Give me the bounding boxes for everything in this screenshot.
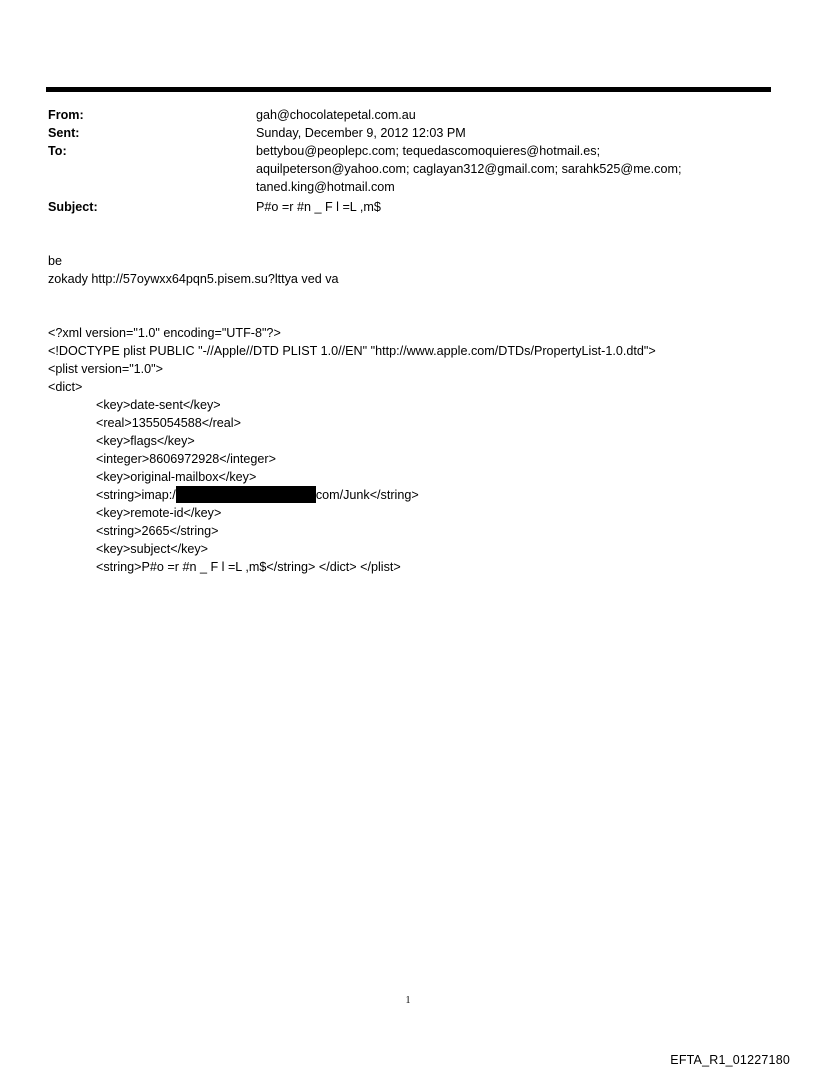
from-label: From: xyxy=(48,108,84,122)
page-number: 1 xyxy=(405,995,411,1006)
xml-string-subject-close: <string>P#o =r #n _ F l =L ,m$</string> </dict> </plist> xyxy=(96,560,401,574)
sent-label: Sent: xyxy=(48,126,80,140)
xml-integer-value: <integer>8606972928</integer> xyxy=(96,452,276,466)
subject-value: P#o =r #n _ F l =L ,m$ xyxy=(256,200,381,214)
from-value: gah@chocolatepetal.com.au xyxy=(256,108,416,122)
xml-string-imap xyxy=(96,486,419,504)
body-line-1: be xyxy=(48,254,63,268)
xml-key-flags: <key>flags</key> xyxy=(96,434,195,448)
xml-plist-open: <plist version="1.0"> xyxy=(48,362,164,376)
xml-doctype: <!DOCTYPE plist PUBLIC "-//Apple//DTD PLIST 1.0//EN" "http://www.apple.com/DTDs/PropertyList-1.0.dtd"> xyxy=(48,344,656,358)
xml-string-remote-id: <string>2665</string> xyxy=(96,524,219,538)
bates-number: EFTA_R1_01227180 xyxy=(670,1053,790,1067)
body-line-2: zokady http://57oywxx64pqn5.pisem.su?lttya ved va xyxy=(48,272,339,286)
xml-string-imap-suffix: com/Junk</string> xyxy=(315,488,419,502)
header-rule xyxy=(46,87,771,92)
to-value-line-1: bettybou@peoplepc.com; tequedascomoquieres@hotmail.es; xyxy=(256,144,601,158)
xml-key-remote-id: <key>remote-id</key> xyxy=(96,506,222,520)
to-value-line-3: taned.king@hotmail.com xyxy=(256,180,395,194)
xml-real-value: <real>1355054588</real> xyxy=(96,416,241,430)
sent-value: Sunday, December 9, 2012 12:03 PM xyxy=(256,126,466,140)
xml-key-date-sent: <key>date-sent</key> xyxy=(96,398,221,412)
xml-declaration: <?xml version="1.0" encoding="UTF-8"?> xyxy=(48,326,281,340)
xml-dict-open: <dict> xyxy=(48,380,83,394)
subject-label: Subject: xyxy=(48,200,98,214)
xml-string-imap-prefix: <string>imap:/ xyxy=(96,488,176,502)
redaction-block xyxy=(176,486,316,503)
xml-key-subject: <key>subject</key> xyxy=(96,542,209,556)
to-label: To: xyxy=(48,144,67,158)
xml-key-original-mailbox: <key>original-mailbox</key> xyxy=(96,470,257,484)
to-value-line-2: aquilpeterson@yahoo.com; caglayan312@gmail.com; sarahk525@me.com; xyxy=(256,162,682,176)
